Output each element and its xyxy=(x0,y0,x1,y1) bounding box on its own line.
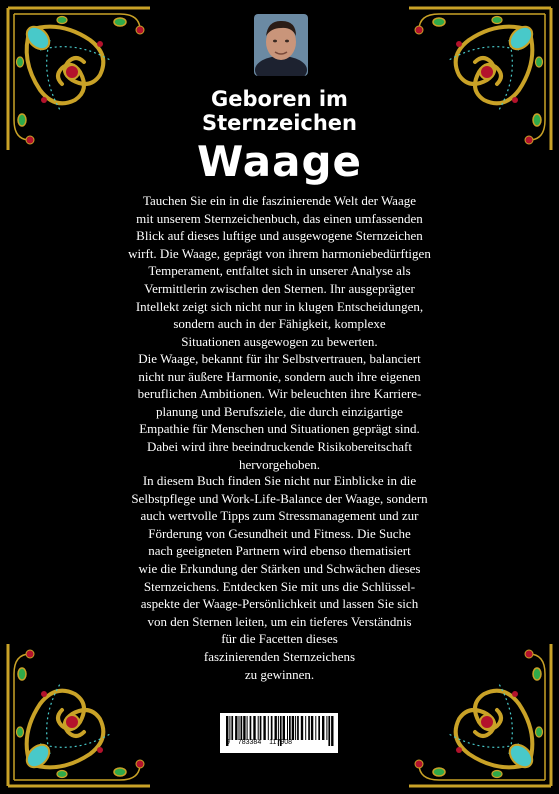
text-line: Blick auf dieses luftige und ausgewogene Sternzeichen xyxy=(136,228,423,244)
author-portrait xyxy=(254,14,308,76)
ornament-top-right xyxy=(399,0,559,160)
text-line: Förderung von Gesundheit und Fitness. Die Suche xyxy=(148,525,411,541)
title-line-2: Sternzeichen xyxy=(202,111,357,135)
text-line: Temperament, entfaltet sich in unserer Analyse als xyxy=(148,263,411,279)
text-line: hervorgehoben. xyxy=(239,456,320,472)
paragraph-content xyxy=(100,472,459,683)
text-line: von den Sternen leiten, um ein tieferes Verständnis xyxy=(147,613,412,629)
text-line: aspekte der Waage-Persönlichkeit und lassen Sie sich xyxy=(140,596,419,612)
text-line: mit unserem Sternzeichenbuch, das einen umfassenden xyxy=(136,210,423,226)
barcode-digits xyxy=(226,739,292,746)
text-line: nicht nur äußere Harmonie, sondern auch ihre eigenen xyxy=(138,368,421,384)
text-line: beruflichen Ambitionen. Wir beleuchten ihre Karriere- xyxy=(137,386,422,402)
text-line: planung und Berufsziele, die durch einzigartige xyxy=(156,403,403,419)
text-line: Selbstpflege und Work-Life-Balance der Waage, sondern xyxy=(131,490,428,506)
text-line: In diesem Buch finden Sie nicht nur Einblicke in die xyxy=(142,473,417,488)
paragraph-career xyxy=(100,350,459,473)
text-line: nach geeigneten Partnern wird ebenso thematisiert xyxy=(148,543,411,559)
text-line: für die Facetten dieses xyxy=(221,631,338,647)
title-line-1: Geboren im xyxy=(211,87,348,111)
text-line: Dabei wird ihre beeindruckende Risikobereitschaft xyxy=(147,438,412,454)
text-line: Empathie für Menschen und Situationen geprägt sind. xyxy=(139,421,420,437)
text-line: Situationen ausgewogen zu bewerten. xyxy=(181,333,378,349)
title-main: Waage xyxy=(196,137,363,186)
paragraph-intro xyxy=(100,192,459,350)
text-line: faszinierenden Sternzeichens xyxy=(203,648,356,664)
barcode-digit-prefix: 9 xyxy=(226,739,230,746)
text-line: Vermittlerin zwischen den Sternen. Ihr ausgeprägter xyxy=(144,280,415,296)
barcode-digit-group-1: 783384 xyxy=(237,739,262,746)
text-line: zu gewinnen. xyxy=(244,666,315,682)
text-line: Die Waage, bekannt für ihr Selbstvertrauen, balanciert xyxy=(138,351,421,366)
barcode xyxy=(220,713,338,753)
text-line: Intellekt zeigt sich nicht nur in klugen Entscheidungen, xyxy=(135,298,424,314)
text-line: wie die Erkundung der Stärken und Schwächen dieses xyxy=(138,560,421,576)
text-line: Sternzeichens. Entdecken Sie mit uns die Schlüssel- xyxy=(143,578,416,594)
barcode-digit-group-2: 117908 xyxy=(269,739,293,746)
text-line: auch wertvolle Tipps zum Stressmanagement und zur xyxy=(140,508,419,524)
ornament-top-left xyxy=(0,0,160,160)
text-line: wirft. Die Waage, geprägt von ihrem harmoniebedürftigen xyxy=(128,245,431,261)
text-line: sondern auch in der Fähigkeit, komplexe xyxy=(173,316,386,332)
text-line: Tauchen Sie ein in die faszinierende Welt der Waage xyxy=(142,193,416,208)
